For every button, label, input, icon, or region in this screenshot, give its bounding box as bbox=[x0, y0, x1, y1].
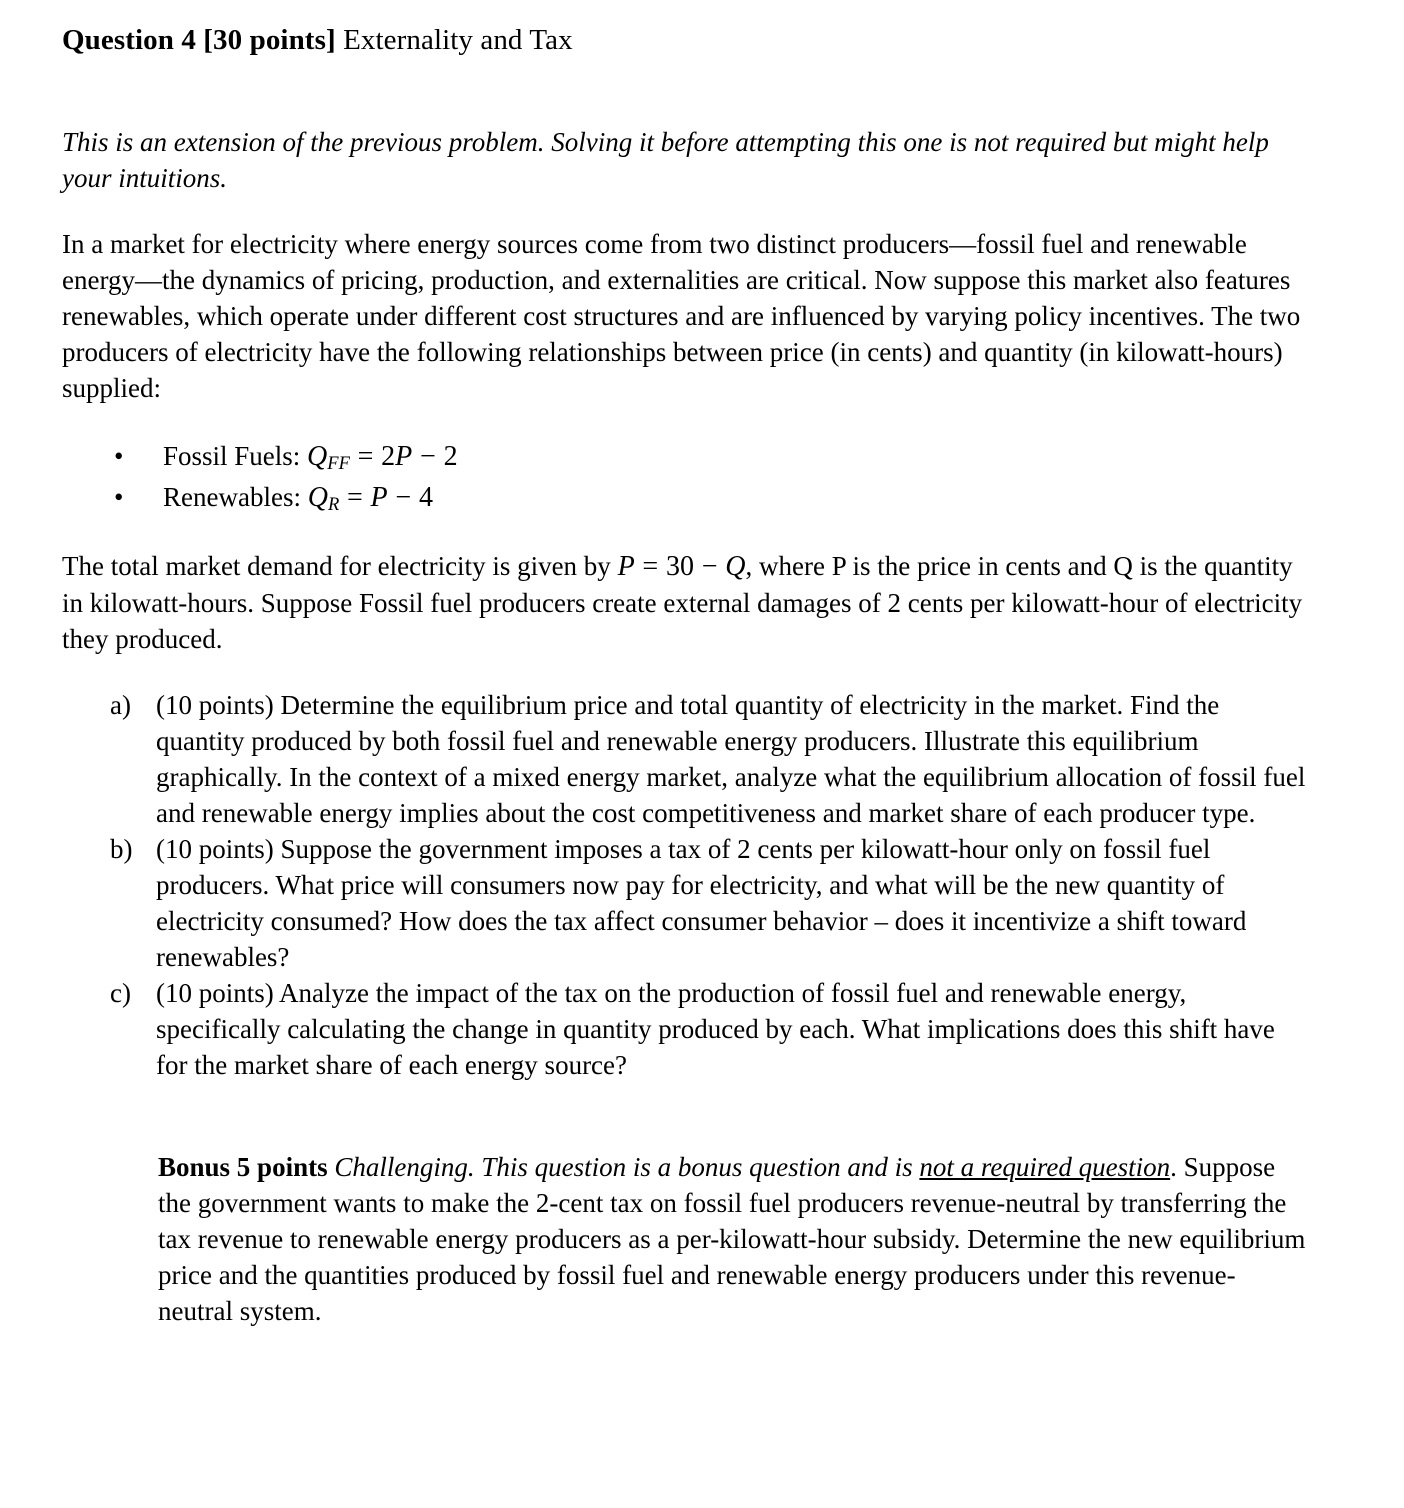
spacer bbox=[62, 657, 1308, 687]
list-item bbox=[62, 477, 1308, 518]
list-item bbox=[62, 687, 1308, 831]
bullet-icon: • bbox=[114, 441, 124, 472]
equation-equals: = bbox=[357, 441, 374, 473]
spacer bbox=[62, 196, 1308, 226]
list-marker-a: a) bbox=[110, 690, 131, 721]
spacer bbox=[62, 518, 1308, 548]
market-description-paragraph: In a market for electricity where energy sources come from two distinct producers—fossil fuel and renewable energy—the dynamics of pricing, production, and externalities are critical. Now suppose this market also features renewables, which operate under different cost structures and are influenced by varying policy incentives. The two producers of electricity have the following relationships between price (in cents) and quantity (in kilowatt-hours) supplied: bbox=[62, 229, 1301, 404]
question-parts-list bbox=[62, 687, 1308, 1083]
equation-minus: − bbox=[395, 482, 412, 514]
equation-equals: = bbox=[346, 482, 363, 514]
question-part-a-text: (10 points) Determine the equilibrium price and total quantity of electricity in the market. Find the quantity produced by both fossil fuel and renewable energy producers. Illustrate this equilibrium graphically. In the context of a mixed energy market, analyze what the equilibrium allocation of fossil fuel and renewable energy implies about the cost competitiveness and market share of each producer type. bbox=[156, 690, 1306, 829]
demand-math-q: Q bbox=[725, 551, 746, 583]
demand-text-lead: The total market demand for electricity is given by bbox=[62, 551, 618, 582]
list-marker-b: b) bbox=[110, 834, 133, 865]
equation-constant: 4 bbox=[418, 482, 433, 514]
question-part-c-text: (10 points) Analyze the impact of the tax on the production of fossil fuel and renewable energy, specifically calculating the change in quantity produced by each. What implications does this shift have for the market share of each energy source? bbox=[156, 978, 1275, 1081]
equation-minus: − bbox=[420, 441, 436, 473]
page-title-rest: Externality and Tax bbox=[335, 24, 573, 56]
list-item bbox=[62, 831, 1308, 975]
equation-rhs-var: P bbox=[395, 441, 413, 473]
bonus-body-text: . Suppose the government wants to make the 2-cent tax on fossil fuel producers revenue-neutral by transferring the tax revenue to renewable energy producers as a per-kilowatt-hour subsidy. Determine the new equilibrium price and the quantities produced by fossil fuel and renewable energy producers under this revenue-neutral system. bbox=[158, 1152, 1306, 1327]
bonus-label: Bonus 5 points bbox=[158, 1152, 328, 1183]
list-item bbox=[62, 436, 1308, 477]
page-title-bold: Question 4 [30 points] bbox=[62, 24, 336, 56]
list-marker-c: c) bbox=[110, 978, 131, 1009]
bonus-question bbox=[158, 1149, 1308, 1329]
equation-lhs: $Q_R$ bbox=[307, 482, 340, 515]
demand-math-equals: = bbox=[642, 551, 659, 583]
bullet-icon: • bbox=[114, 482, 124, 513]
supply-label-renewables: Renewables: bbox=[163, 482, 308, 513]
page-title bbox=[62, 22, 1308, 58]
question-part-b-text: (10 points) Suppose the government imposes a tax of 2 cents per kilowatt-hour only on fossil fuel producers. What price will consumers now pay for electricity, and what will be the new quantity of electricity consumed? How does the tax affect consumer behavior – does it incentivize a shift toward renewables? bbox=[156, 834, 1247, 973]
supply-equation-list bbox=[62, 436, 1308, 518]
demand-math-minus: − bbox=[701, 551, 718, 583]
spacer bbox=[62, 1083, 1308, 1149]
equation-rhs-var: P bbox=[370, 482, 388, 514]
spacer bbox=[62, 406, 1308, 436]
equation-lhs: $Q_{FF}$ bbox=[307, 441, 350, 474]
demand-text-tail: , where P is the price in cents and Q is the quantity in kilowatt-hours. Suppose Fossil fuel producers create external damages of 2 cents per kilowatt-hour of electricity they produced. bbox=[62, 551, 1303, 655]
intro-note: This is an extension of the previous problem. Solving it before attempting this one is not required but might help your intuitions. bbox=[62, 127, 1269, 194]
bonus-italic-lead: Challenging. This question is a bonus question and is bbox=[327, 1152, 920, 1183]
equation-coefficient: 2 bbox=[381, 441, 396, 473]
demand-paragraph bbox=[62, 548, 1308, 657]
spacer bbox=[62, 58, 1308, 124]
demand-math-p: P bbox=[617, 551, 635, 583]
supply-label-fossil: Fossil Fuels: bbox=[163, 441, 308, 472]
bonus-not-required-emphasis: not a required question bbox=[919, 1152, 1171, 1183]
list-item bbox=[62, 975, 1308, 1083]
equation-constant: 2 bbox=[443, 441, 458, 473]
demand-math-30: 30 bbox=[665, 551, 694, 583]
